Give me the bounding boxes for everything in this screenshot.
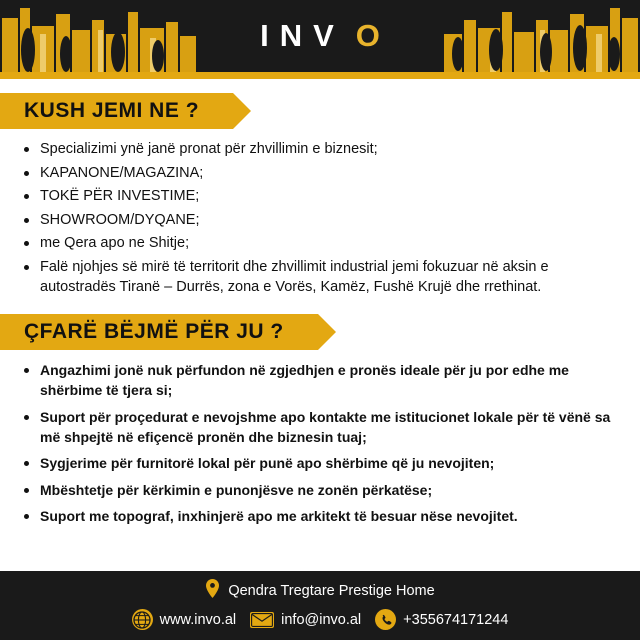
section-2-list — [0, 360, 640, 526]
footer-address-text: Qendra Tregtare Prestige Home — [228, 582, 435, 599]
list-item: SHOWROOM/DYQANE; — [22, 210, 622, 231]
content-area — [0, 79, 640, 571]
list-item: Sygjerime për furnitorë lokal për punë apo shërbime që ju nevojiten; — [22, 453, 622, 473]
gold-divider — [0, 72, 640, 79]
phone-icon — [375, 609, 396, 630]
brand-text-accent: O — [355, 18, 391, 53]
footer-website-text: www.invo.al — [159, 611, 237, 628]
footer-email-text: info@invo.al — [281, 611, 362, 628]
section-1-list — [0, 139, 640, 298]
list-item: Specializimi ynë janë pronat për zhvillimin e biznesit; — [22, 139, 622, 160]
footer-contact-row — [0, 609, 640, 630]
globe-icon — [132, 609, 153, 630]
footer-email[interactable] — [250, 612, 361, 628]
list-item: Suport për proçedurat e nevojshme apo kontakte me istitucionet lokale për të vënë sa më shpejtë në efiçencë pronën dhe biznesin tuaj; — [22, 407, 622, 448]
list-item: Angazhimi jonë nuk përfundon në zgjedhjen e pronës ideale për ju por edhe me shërbime të tjera si; — [22, 360, 622, 401]
footer-phone-text: +355674171244 — [403, 611, 509, 628]
section-2-banner-wrap — [0, 314, 640, 350]
section-2-title: ÇFARË BËJMË PËR JU ? — [0, 314, 318, 350]
brand-text-primary: INV — [260, 18, 345, 53]
list-item: TOKË PËR INVESTIME; — [22, 186, 622, 207]
mail-icon — [250, 612, 274, 628]
list-item: Falë njohjes së mirë të territorit dhe zhvillimit industrial jemi fokuzuar në aksin e autostradës Tiranë – Durrës, zona e Vorës, Kamëz, Fushë Krujë dhe rrethinat. — [22, 257, 622, 298]
footer-phone[interactable] — [375, 609, 508, 630]
list-item: Mbështetje për kërkimin e punonjësve ne zonën përkatëse; — [22, 480, 622, 500]
list-item: Suport me topograf, inxhinjerë apo me arkitekt të besuar nëse nevojitet. — [22, 506, 622, 526]
section-1-title: KUSH JEMI NE ? — [0, 93, 233, 129]
list-item: KAPANONE/MAGAZINA; — [22, 163, 622, 184]
header-banner — [0, 0, 640, 72]
brand-logo — [0, 0, 640, 72]
footer — [0, 571, 640, 640]
location-pin-icon — [205, 579, 220, 602]
section-1-banner-wrap — [0, 93, 640, 129]
footer-website[interactable] — [132, 609, 237, 630]
list-item: me Qera apo ne Shitje; — [22, 233, 622, 254]
footer-address-row — [0, 579, 640, 609]
